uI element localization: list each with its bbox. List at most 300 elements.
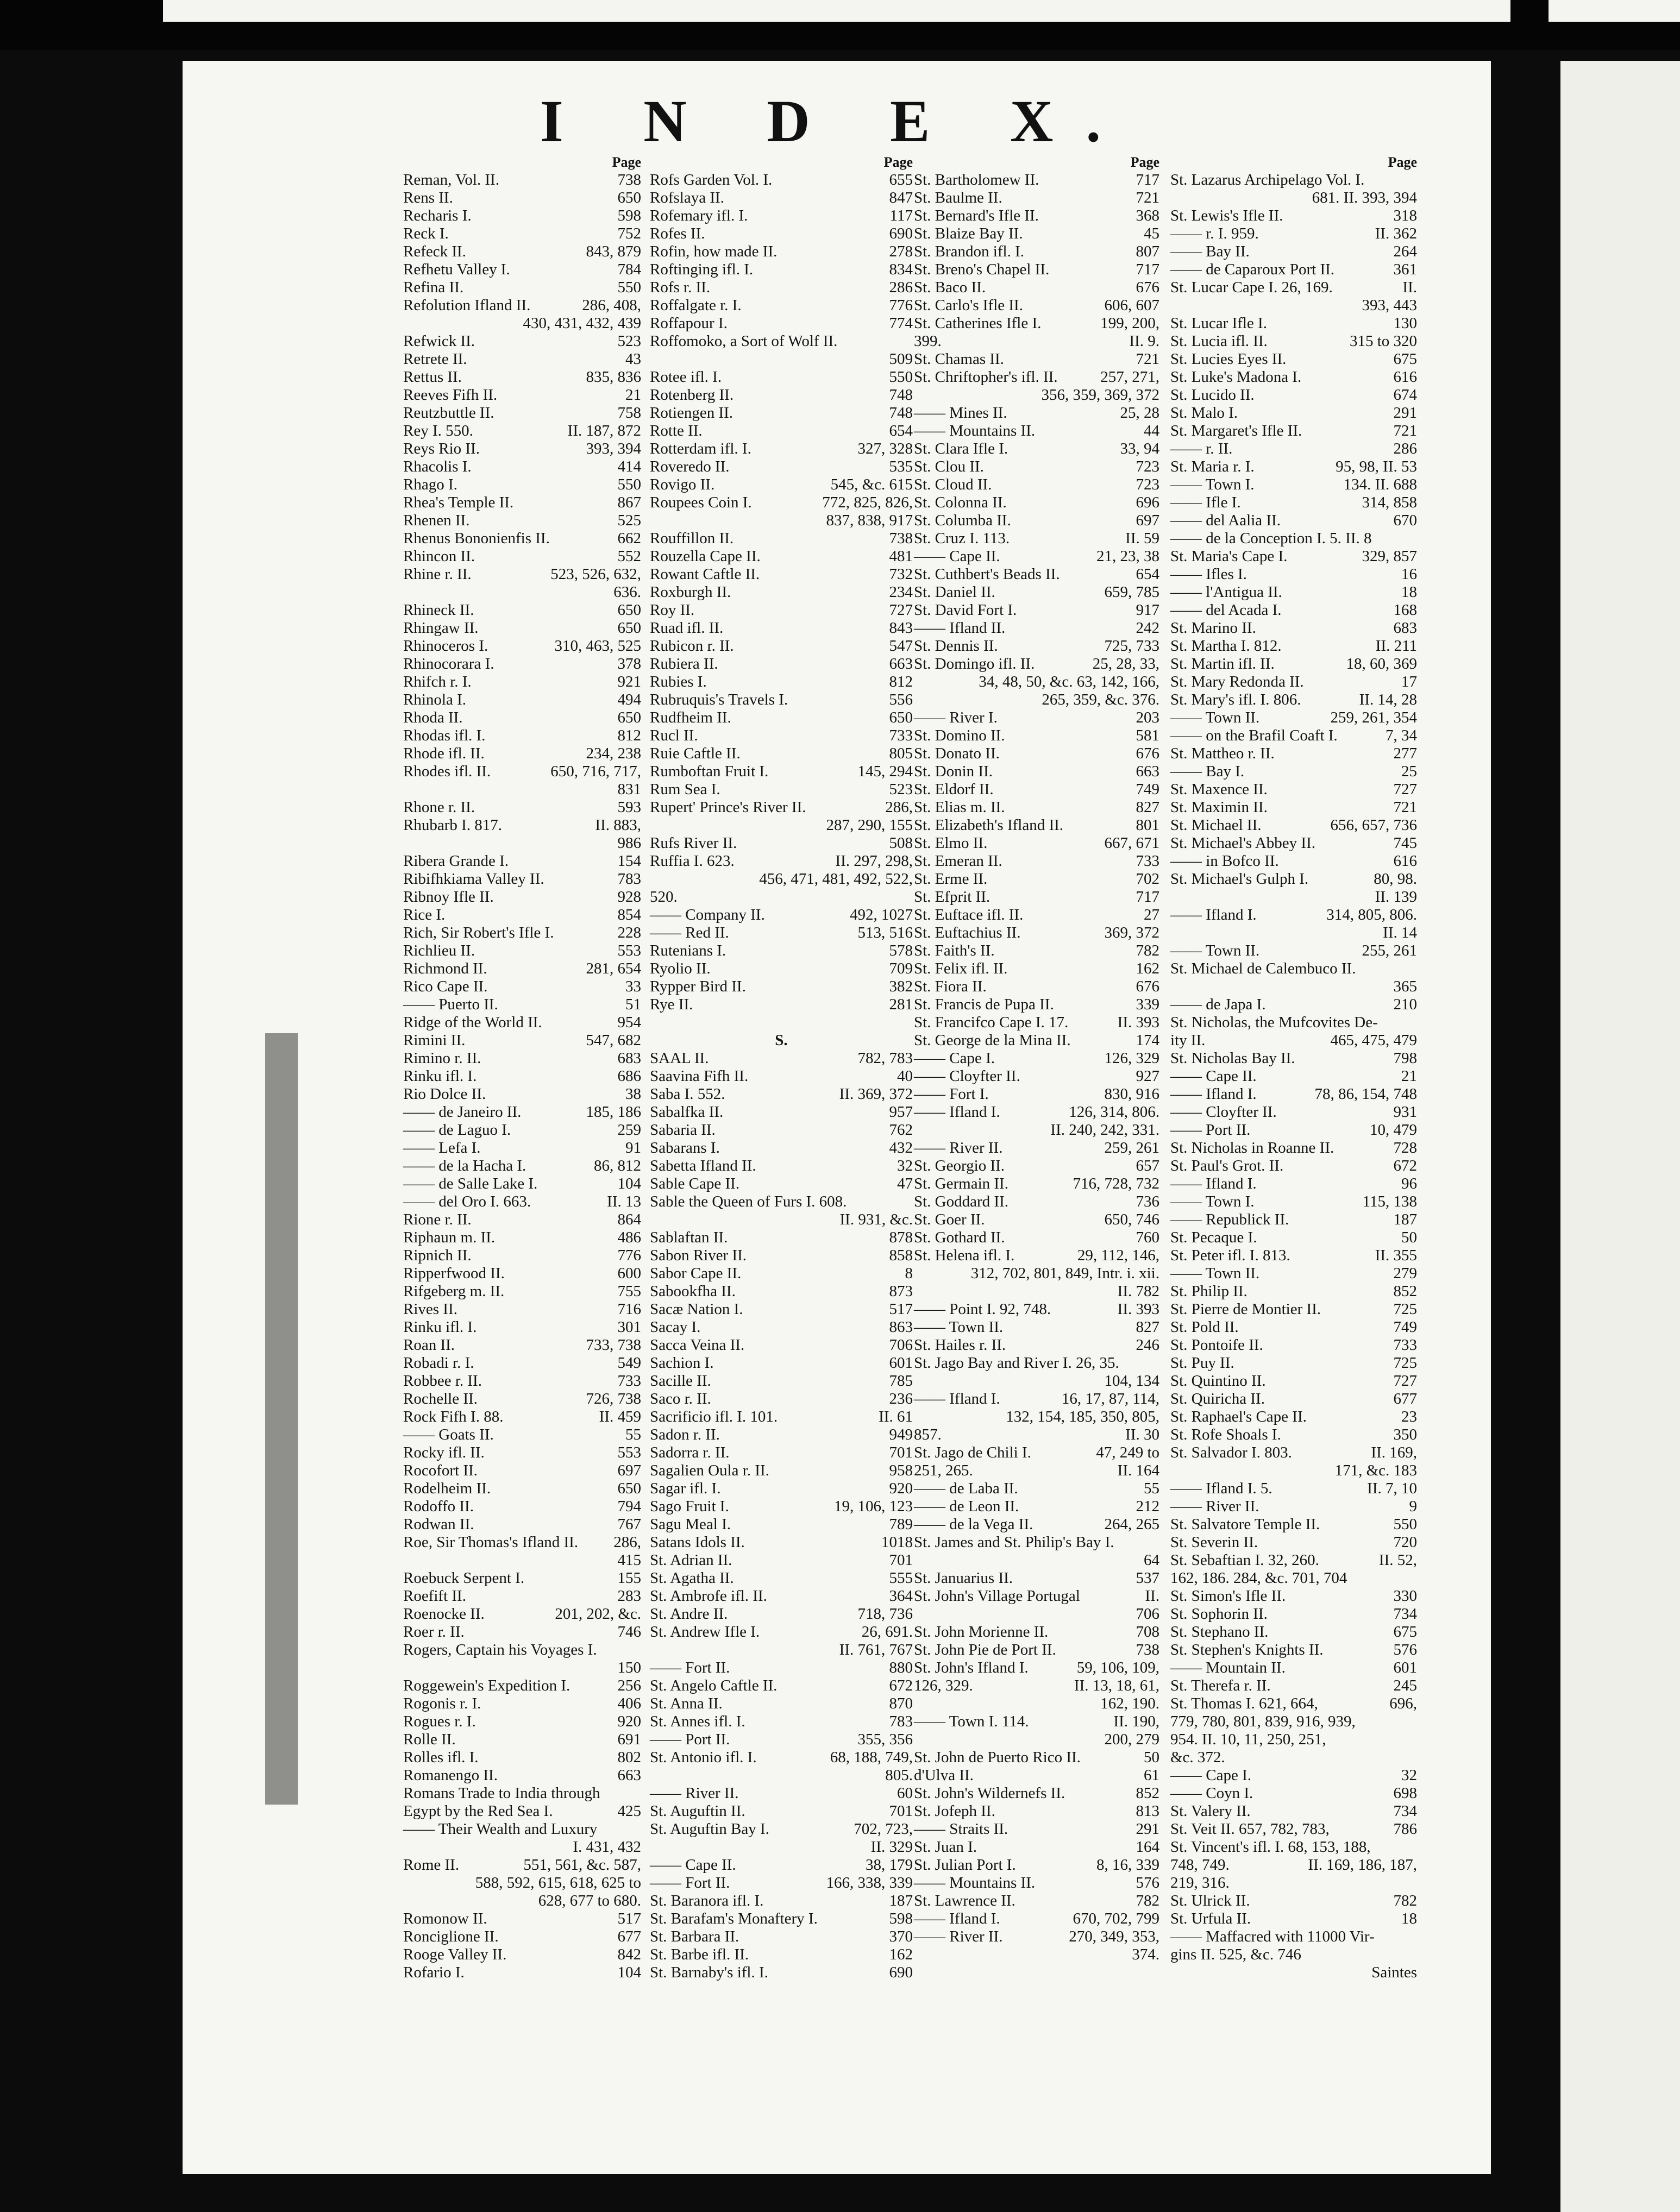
- entry-name: Roffalgate r. I.: [650, 297, 742, 314]
- entry-name: St. Martha I. 812.: [1170, 637, 1282, 655]
- entry-name: Rye II.: [650, 996, 693, 1013]
- index-entry: [914, 1085, 1159, 1103]
- index-entry: [1170, 476, 1417, 494]
- entry-name: Rifgeberg m. II.: [403, 1283, 505, 1300]
- index-entry: [914, 942, 1159, 960]
- entry-name: —— Republick II.: [1170, 1211, 1289, 1228]
- entry-name: —— del Acada I.: [1170, 601, 1282, 619]
- index-entry: [1170, 834, 1417, 852]
- index-entry: [650, 1050, 913, 1067]
- index-entry: [914, 189, 1159, 207]
- entry-page-ref: II. 782: [1117, 1283, 1159, 1300]
- entry-name: —— Town II.: [1170, 709, 1260, 726]
- index-entry: [1170, 673, 1417, 691]
- index-entry: [1170, 727, 1417, 745]
- entry-name: Rubicon r. II.: [650, 637, 734, 655]
- entry-name: St. Rofe Shoals I.: [1170, 1426, 1281, 1443]
- index-entry: [1170, 1784, 1417, 1802]
- entry-page-ref: 104: [617, 1175, 641, 1192]
- entry-page-ref: 556: [889, 691, 913, 708]
- entry-page-ref: 86, 812: [594, 1157, 641, 1174]
- entry-name: Rhingaw II.: [403, 619, 479, 637]
- index-entry: [650, 1874, 913, 1892]
- entry-name: Roffomoko, a Sort of Wolf II.: [650, 332, 838, 350]
- index-entry: [1170, 1408, 1417, 1426]
- entry-name: Rich, Sir Robert's Ifle I.: [403, 924, 554, 941]
- index-entry: [403, 332, 641, 350]
- entry-page-ref: 264, 265: [1104, 1516, 1159, 1533]
- entry-page-ref: 406: [617, 1695, 641, 1712]
- entry-page-ref: 130: [1393, 315, 1417, 332]
- entry-page-ref: 525: [617, 512, 641, 529]
- column-page-label: [914, 153, 1159, 171]
- entry-page-ref: II. 883,: [595, 816, 641, 834]
- entry-page-ref: II.: [1402, 279, 1417, 296]
- entry-page-ref: 675: [1393, 350, 1417, 368]
- index-entry: [650, 1444, 913, 1462]
- index-entry: [403, 799, 641, 816]
- entry-page-ref: 733: [1393, 1336, 1417, 1354]
- index-entry: [403, 458, 641, 476]
- entry-name: Rypper Bird II.: [650, 978, 746, 995]
- index-entry: [1170, 350, 1417, 368]
- entry-page-ref: 18: [1401, 583, 1417, 601]
- entry-page-ref: 32: [897, 1157, 913, 1174]
- entry-name: Sagu Meal I.: [650, 1516, 731, 1533]
- column-page-label: [1170, 153, 1417, 171]
- column-page-label: [403, 153, 641, 171]
- entry-page-ref: 723: [1136, 458, 1159, 475]
- entry-page-ref: 8: [905, 1265, 913, 1282]
- entry-page-ref: 734: [1393, 1802, 1417, 1820]
- entry-name: Saba I. 552.: [650, 1085, 725, 1103]
- entry-page-ref: II. 13: [607, 1193, 641, 1210]
- entry-name: St. Philip II.: [1170, 1283, 1248, 1300]
- entry-name: —— Cape I.: [1170, 1767, 1251, 1784]
- entry-page-ref: II. 139: [1375, 888, 1417, 906]
- entry-page-ref: 486: [617, 1229, 641, 1246]
- index-entry: [403, 1695, 641, 1713]
- index-entry: [914, 297, 1159, 315]
- entry-page-ref: 732: [889, 565, 913, 583]
- entry-page-ref: 681. II. 393, 394: [1312, 189, 1417, 206]
- index-entry: [650, 494, 913, 512]
- entry-page-ref: 61: [1144, 1767, 1159, 1784]
- entry-page-ref: II. 211: [1375, 637, 1417, 655]
- entry-page-ref: 656, 657, 736: [1330, 816, 1417, 834]
- index-entry: [650, 368, 913, 386]
- index-entry: [914, 637, 1159, 655]
- entry-name: St. Lucar Cape I. 26, 169.: [1170, 279, 1333, 296]
- index-entry: [914, 1462, 1159, 1480]
- index-entry: [650, 1283, 913, 1300]
- entry-page-ref: 339: [1136, 996, 1159, 1013]
- index-entry: [1170, 1749, 1417, 1767]
- entry-name: St. Andre II.: [650, 1605, 728, 1623]
- entry-name: —— Goats II.: [403, 1426, 494, 1443]
- index-entry: [1170, 171, 1417, 189]
- entry-name: Rocky ifl. II.: [403, 1444, 485, 1461]
- entry-name: St. Paul's Grot. II.: [1170, 1157, 1284, 1174]
- entry-page-ref: 670, 702, 799: [1073, 1910, 1159, 1927]
- index-entry: [1170, 1713, 1417, 1731]
- index-entry: [650, 852, 913, 870]
- index-entry: [650, 1462, 913, 1480]
- index-entry: [1170, 1946, 1417, 1964]
- entry-name: —— Cloyfter II.: [1170, 1103, 1277, 1121]
- index-entry: [403, 386, 641, 404]
- entry-name: Roenocke II.: [403, 1605, 485, 1623]
- entry-name: Reck I.: [403, 225, 449, 242]
- entry-name: St. Vincent's ifl. I. 68, 153, 188,: [1170, 1838, 1371, 1856]
- index-entry: [650, 297, 913, 315]
- index-entry: [1170, 1964, 1417, 1982]
- entry-name: St. Nicholas, the Mufcovites De-: [1170, 1014, 1378, 1031]
- index-entry: [403, 1050, 641, 1067]
- index-entry: [914, 816, 1159, 834]
- entry-page-ref: 786: [1393, 1820, 1417, 1838]
- index-entry: [914, 1946, 1159, 1964]
- entry-page-ref: 748: [889, 404, 913, 422]
- entry-page-ref: 18: [1401, 1910, 1417, 1927]
- entry-page-ref: 45: [1144, 225, 1159, 242]
- entry-name: Rhine r. II.: [403, 565, 472, 583]
- entry-name: St. Lucar Ifle I.: [1170, 315, 1267, 332]
- entry-name: —— de la Conception I. 5. II. 8: [1170, 530, 1372, 547]
- entry-name: St. Baranora ifl. I.: [650, 1892, 764, 1909]
- entry-page-ref: 550: [1393, 1516, 1417, 1533]
- entry-page-ref: 201, 202, &c.: [555, 1605, 641, 1623]
- index-entry: [914, 1408, 1159, 1426]
- index-entry: [1170, 1193, 1417, 1211]
- entry-page-ref: 745: [1393, 834, 1417, 852]
- index-entry: [403, 1229, 641, 1247]
- index-entry: [403, 279, 641, 297]
- entry-page-ref: II. 240, 242, 331.: [1050, 1121, 1159, 1139]
- index-entry: [650, 1731, 913, 1749]
- index-entry: [914, 332, 1159, 350]
- entry-name: Rofes II.: [650, 225, 705, 242]
- entry-page-ref: 21: [1401, 1067, 1417, 1085]
- entry-page-ref: 50: [1401, 1229, 1417, 1246]
- index-entry: [914, 261, 1159, 279]
- index-entry: [403, 852, 641, 870]
- index-entry: [914, 1892, 1159, 1910]
- entry-page-ref: II. 931, &c.: [839, 1211, 913, 1228]
- entry-name: Ruad ifl. II.: [650, 619, 724, 637]
- entry-name: St. Clara Ifle I.: [914, 440, 1008, 457]
- entry-page-ref: 368: [1136, 207, 1159, 224]
- index-entry: [1170, 1354, 1417, 1372]
- index-entry: [1170, 888, 1417, 906]
- entry-name: Rice I.: [403, 906, 446, 923]
- entry-name: Sacrificio ifl. I. 101.: [650, 1408, 778, 1425]
- entry-page-ref: 552: [617, 548, 641, 565]
- entry-page-ref: 837, 838, 917: [826, 512, 913, 529]
- entry-name: Rhago I.: [403, 476, 457, 493]
- entry-name: St. Ulrick II.: [1170, 1892, 1250, 1909]
- entry-name: Sagalien Oula r. II.: [650, 1462, 769, 1479]
- entry-name: St. Georgio II.: [914, 1157, 1005, 1174]
- entry-name: —— de Laguo I.: [403, 1121, 511, 1139]
- entry-page-ref: 733: [1136, 852, 1159, 870]
- entry-page-ref: 91: [625, 1139, 641, 1157]
- index-entry: [403, 1802, 641, 1820]
- entry-name: St. Agatha II.: [650, 1569, 734, 1587]
- index-entry: [403, 1820, 641, 1838]
- entry-page-ref: 683: [617, 1050, 641, 1067]
- entry-name: St. Puy II.: [1170, 1354, 1234, 1372]
- entry-name: Rogonis r. I.: [403, 1695, 481, 1712]
- entry-name: St. Ambrofe ifl. II.: [650, 1587, 767, 1605]
- entry-page-ref: 104, 134: [1104, 1372, 1159, 1390]
- entry-name: —— Town I.: [1170, 1193, 1255, 1210]
- index-entry: [650, 888, 913, 906]
- index-entry: [1170, 709, 1417, 727]
- entry-name: Richmond II.: [403, 960, 487, 977]
- index-entry: [650, 1928, 913, 1946]
- entry-name: Rubies I.: [650, 673, 707, 690]
- index-entry: [650, 1175, 913, 1193]
- entry-name: —— Mines II.: [914, 404, 1007, 422]
- entry-page-ref: 18, 60, 369: [1346, 655, 1417, 673]
- entry-name: Rodwan II.: [403, 1516, 474, 1533]
- entry-page-ref: II. 190,: [1113, 1713, 1159, 1730]
- entry-page-ref: 830, 916: [1104, 1085, 1159, 1103]
- entry-page-ref: 155: [617, 1569, 641, 1587]
- index-entry: [403, 816, 641, 834]
- page-label: Page: [883, 154, 913, 170]
- entry-name: Rocofort II.: [403, 1462, 478, 1479]
- page-title: I N D E X.: [540, 88, 1133, 154]
- entry-name: St. Baco II.: [914, 279, 986, 296]
- entry-name: Rofario I.: [403, 1964, 465, 1981]
- entry-page-ref: II. 164: [1117, 1462, 1159, 1479]
- entry-name: Roggewein's Expedition I.: [403, 1677, 571, 1694]
- index-entry: [1170, 225, 1417, 243]
- index-entry: [1170, 1731, 1417, 1749]
- entry-name: Sablaftan II.: [650, 1229, 728, 1246]
- index-entry: [1170, 1516, 1417, 1534]
- index-entry: [403, 781, 641, 799]
- index-entry: [403, 1372, 641, 1390]
- index-entry: [1170, 1551, 1417, 1569]
- entry-page-ref: 721: [1136, 350, 1159, 368]
- entry-page-ref: II. 187, 872: [567, 422, 641, 439]
- entry-page-ref: 509: [889, 350, 913, 368]
- index-entry: [1170, 1892, 1417, 1910]
- entry-page-ref: 34, 48, 50, &c. 63, 142, 166,: [979, 673, 1159, 690]
- index-entry: [650, 1265, 913, 1283]
- index-entry: [403, 1139, 641, 1157]
- entry-name: St. Julian Port I.: [914, 1856, 1016, 1874]
- entry-page-ref: 199, 200,: [1100, 315, 1159, 332]
- entry-name: St. Colonna II.: [914, 494, 1007, 511]
- index-entry: [403, 1659, 641, 1677]
- entry-name: —— Bay II.: [1170, 243, 1250, 260]
- entry-page-ref: 716: [617, 1300, 641, 1318]
- entry-page-ref: 696,: [1389, 1695, 1417, 1712]
- index-entry: [403, 637, 641, 655]
- entry-name: Refeck II.: [403, 243, 466, 260]
- index-entry: [1170, 1874, 1417, 1892]
- entry-page-ref: 725: [1393, 1354, 1417, 1372]
- entry-page-ref: 283: [617, 1587, 641, 1605]
- index-entry: [914, 1318, 1159, 1336]
- entry-name: St. Domingo ifl. II.: [914, 655, 1035, 673]
- entry-name: Richlieu II.: [403, 942, 475, 959]
- entry-name: Robadi r. I.: [403, 1354, 474, 1372]
- index-entry: [914, 1677, 1159, 1695]
- entry-page-ref: 576: [1136, 1874, 1159, 1891]
- index-entry: [650, 709, 913, 727]
- entry-name: St. Thomas I. 621, 664,: [1170, 1695, 1318, 1712]
- entry-name: St. Auguftin II.: [650, 1802, 745, 1820]
- entry-page-ref: 606, 607: [1104, 297, 1159, 314]
- entry-page-ref: 746: [617, 1623, 641, 1641]
- entry-name: St. Michael II.: [1170, 816, 1262, 834]
- index-entry: [403, 583, 641, 601]
- entry-page-ref: 831: [617, 781, 641, 798]
- entry-page-ref: 492, 1027: [850, 906, 913, 923]
- index-entry: [403, 1964, 641, 1982]
- index-entry: [403, 512, 641, 530]
- entry-name: Sable the Queen of Furs I. 608.: [650, 1193, 847, 1210]
- index-entry: [914, 1121, 1159, 1139]
- entry-page-ref: 827: [1136, 1318, 1159, 1336]
- index-entry: [403, 1014, 641, 1032]
- entry-page-ref: 33, 94: [1120, 440, 1159, 457]
- index-entry: [403, 1247, 641, 1265]
- entry-name: —— Cape II.: [914, 548, 1000, 565]
- index-entry: [403, 1067, 641, 1085]
- entry-page-ref: 162: [1136, 960, 1159, 977]
- entry-name: Rhubarb I. 817.: [403, 816, 503, 834]
- entry-name: —— Coyn I.: [1170, 1784, 1253, 1802]
- entry-page-ref: 547: [889, 637, 913, 655]
- entry-name: Ruffia I. 623.: [650, 852, 735, 870]
- entry-page-ref: 32: [1401, 1767, 1417, 1784]
- entry-name: —— Puerto II.: [403, 996, 498, 1013]
- entry-name: Sachion I.: [650, 1354, 714, 1372]
- entry-name: St. Pecaque I.: [1170, 1229, 1257, 1246]
- entry-name: —— Town I.: [1170, 476, 1255, 493]
- entry-page-ref: 600: [617, 1265, 641, 1282]
- entry-page-ref: 279: [1393, 1265, 1417, 1282]
- index-entry: [914, 1426, 1159, 1444]
- entry-page-ref: II. 297, 298,: [835, 852, 913, 870]
- index-entry: [1170, 1677, 1417, 1695]
- entry-name: Ribnoy Ifle II.: [403, 888, 494, 906]
- index-entry: [650, 1713, 913, 1731]
- entry-page-ref: 555: [889, 1569, 913, 1587]
- index-entry: [403, 565, 641, 583]
- index-entry: [403, 1910, 641, 1928]
- index-entry: [1170, 1426, 1417, 1444]
- entry-page-ref: 601: [1393, 1659, 1417, 1676]
- entry-page-ref: 650: [617, 619, 641, 637]
- entry-page-ref: 513, 516: [857, 924, 913, 941]
- entry-page-ref: 287, 290, 155: [826, 816, 913, 834]
- index-entry: [650, 763, 913, 781]
- entry-name: St. Faith's II.: [914, 942, 995, 959]
- entry-name: St. Nicholas in Roanne II.: [1170, 1139, 1334, 1157]
- entry-name: —— Mountain II.: [1170, 1659, 1286, 1676]
- index-entry: [914, 601, 1159, 619]
- entry-name: —— l'Antigua II.: [1170, 583, 1282, 601]
- entry-page-ref: 628, 677 to 680.: [538, 1892, 641, 1909]
- entry-name: St. Hailes r. II.: [914, 1336, 1006, 1354]
- entry-name: 219, 316.: [1170, 1874, 1230, 1891]
- entry-page-ref: 727: [889, 601, 913, 619]
- entry-name: Robbee r. II.: [403, 1372, 482, 1390]
- index-entry: [1170, 332, 1417, 350]
- entry-name: St. Barafam's Monaftery I.: [650, 1910, 818, 1927]
- index-entry: [403, 1623, 641, 1641]
- entry-page-ref: 725, 733: [1104, 637, 1159, 655]
- entry-page-ref: 171, &c. 183: [1334, 1462, 1417, 1479]
- index-entry: [1170, 1498, 1417, 1516]
- entry-page-ref: 393, 443: [1362, 297, 1417, 314]
- index-entry: [403, 763, 641, 781]
- index-entry: [403, 1265, 641, 1283]
- entry-name: Rhineck II.: [403, 601, 474, 619]
- entry-page-ref: 650, 716, 717,: [550, 763, 641, 780]
- entry-page-ref: 802: [617, 1749, 641, 1766]
- entry-page-ref: 281: [889, 996, 913, 1013]
- entry-name: Rogers, Captain his Voyages I.: [403, 1641, 597, 1658]
- index-entry: [914, 709, 1159, 727]
- index-entry: [650, 942, 913, 960]
- entry-page-ref: 117: [889, 207, 913, 224]
- entry-name: St. Salvador I. 803.: [1170, 1444, 1292, 1461]
- index-entry: [403, 942, 641, 960]
- entry-page-ref: 264: [1393, 243, 1417, 260]
- entry-name: Rubruquis's Travels I.: [650, 691, 788, 708]
- entry-page-ref: 50: [1144, 1749, 1159, 1766]
- index-entry: [403, 1677, 641, 1695]
- index-entry: [403, 1534, 641, 1551]
- index-entry: [403, 350, 641, 368]
- index-entry: [650, 601, 913, 619]
- entry-page-ref: 245: [1393, 1677, 1417, 1694]
- index-entry: [403, 476, 641, 494]
- entry-name: St. Stephano II.: [1170, 1623, 1269, 1641]
- previous-page-edge: [163, 0, 1510, 22]
- entry-name: —— Fort II.: [650, 1874, 730, 1891]
- entry-name: St. Eldorf II.: [914, 781, 994, 798]
- entry-name: Rico Cape II.: [403, 978, 488, 995]
- entry-name: Romans Trade to India through: [403, 1784, 600, 1802]
- entry-page-ref: 550: [617, 476, 641, 493]
- entry-name: —— de Salle Lake I.: [403, 1175, 538, 1192]
- index-entry: [914, 530, 1159, 548]
- entry-name: Sabookfha II.: [650, 1283, 736, 1300]
- entry-name: St. Lucido II.: [1170, 386, 1255, 404]
- entry-page-ref: 717: [1136, 888, 1159, 906]
- entry-name: Rhincon II.: [403, 548, 475, 565]
- index-entry: [1170, 1050, 1417, 1067]
- entry-page-ref: 873: [889, 1283, 913, 1300]
- index-entry: [1170, 1014, 1417, 1032]
- entry-name: Reutzbuttle II.: [403, 404, 494, 422]
- index-entry: [403, 1605, 641, 1623]
- entry-name: Rutenians I.: [650, 942, 726, 959]
- entry-page-ref: 23: [1401, 1408, 1417, 1425]
- entry-name: Rey I. 550.: [403, 422, 473, 439]
- entry-name: St. Emeran II.: [914, 852, 1002, 870]
- index-entry: [403, 1892, 641, 1910]
